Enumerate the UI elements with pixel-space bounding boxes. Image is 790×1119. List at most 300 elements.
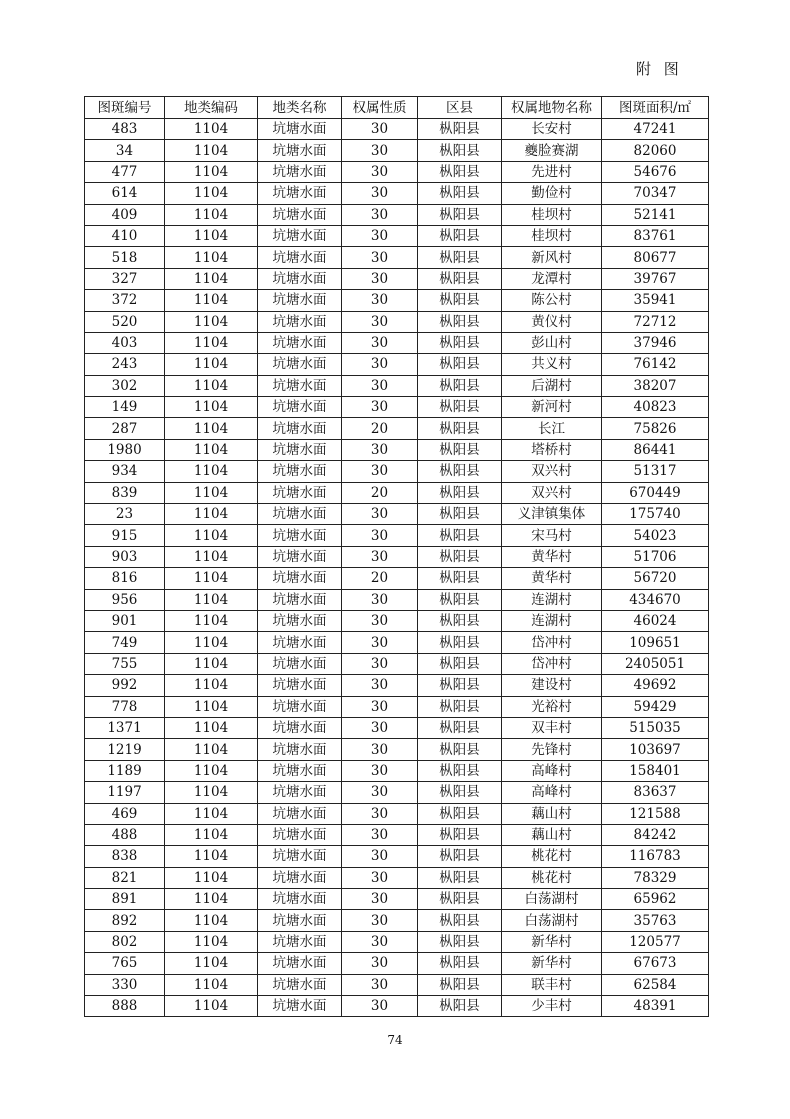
cell-land-name: 坑塘水面	[258, 332, 342, 353]
cell-county: 枞阳县	[418, 290, 502, 311]
cell-land-name: 坑塘水面	[258, 782, 342, 803]
column-header-land-name: 地类名称	[258, 97, 342, 119]
cell-ownership-type: 30	[342, 461, 418, 482]
cell-land-code: 1104	[165, 375, 258, 396]
cell-county: 枞阳县	[418, 482, 502, 503]
cell-area: 54023	[602, 525, 709, 546]
cell-area: 47241	[602, 119, 709, 140]
cell-county: 枞阳县	[418, 589, 502, 610]
table-row	[85, 119, 709, 140]
cell-owner-name: 陈公村	[502, 290, 602, 311]
cell-parcel-id: 1219	[85, 739, 165, 760]
cell-parcel-id: 410	[85, 225, 165, 246]
cell-ownership-type: 30	[342, 931, 418, 952]
parcel-table	[84, 96, 709, 1017]
cell-land-code: 1104	[165, 247, 258, 268]
cell-land-code: 1104	[165, 397, 258, 418]
cell-land-name: 坑塘水面	[258, 974, 342, 995]
cell-county: 枞阳县	[418, 610, 502, 631]
cell-land-name: 坑塘水面	[258, 803, 342, 824]
cell-county: 枞阳县	[418, 974, 502, 995]
cell-owner-name: 岱冲村	[502, 632, 602, 653]
cell-land-code: 1104	[165, 204, 258, 225]
cell-ownership-type: 30	[342, 717, 418, 738]
cell-land-code: 1104	[165, 504, 258, 525]
cell-land-code: 1104	[165, 268, 258, 289]
page-number: 74	[387, 1033, 403, 1047]
cell-county: 枞阳县	[418, 504, 502, 525]
table-row	[85, 204, 709, 225]
cell-land-code: 1104	[165, 803, 258, 824]
cell-ownership-type: 30	[342, 953, 418, 974]
cell-parcel-id: 409	[85, 204, 165, 225]
cell-county: 枞阳县	[418, 675, 502, 696]
cell-county: 枞阳县	[418, 439, 502, 460]
table-row	[85, 161, 709, 182]
table-row	[85, 632, 709, 653]
cell-parcel-id: 243	[85, 354, 165, 375]
cell-land-name: 坑塘水面	[258, 375, 342, 396]
cell-county: 枞阳县	[418, 739, 502, 760]
cell-owner-name: 光裕村	[502, 696, 602, 717]
cell-area: 72712	[602, 311, 709, 332]
cell-land-name: 坑塘水面	[258, 610, 342, 631]
cell-parcel-id: 23	[85, 504, 165, 525]
cell-county: 枞阳县	[418, 268, 502, 289]
cell-owner-name: 新华村	[502, 953, 602, 974]
cell-land-name: 坑塘水面	[258, 204, 342, 225]
table-row	[85, 824, 709, 845]
cell-county: 枞阳县	[418, 867, 502, 888]
table-row	[85, 461, 709, 482]
cell-county: 枞阳县	[418, 247, 502, 268]
cell-area: 40823	[602, 397, 709, 418]
table-row	[85, 803, 709, 824]
cell-land-code: 1104	[165, 311, 258, 332]
table-row	[85, 675, 709, 696]
cell-area: 175740	[602, 504, 709, 525]
cell-owner-name: 藕山村	[502, 803, 602, 824]
cell-county: 枞阳县	[418, 696, 502, 717]
cell-ownership-type: 30	[342, 632, 418, 653]
cell-county: 枞阳县	[418, 140, 502, 161]
cell-area: 59429	[602, 696, 709, 717]
cell-parcel-id: 520	[85, 311, 165, 332]
table-row	[85, 739, 709, 760]
cell-area: 515035	[602, 717, 709, 738]
cell-land-name: 坑塘水面	[258, 311, 342, 332]
cell-parcel-id: 838	[85, 846, 165, 867]
cell-land-name: 坑塘水面	[258, 739, 342, 760]
cell-land-name: 坑塘水面	[258, 889, 342, 910]
cell-owner-name: 岱冲村	[502, 653, 602, 674]
cell-county: 枞阳县	[418, 910, 502, 931]
cell-parcel-id: 891	[85, 889, 165, 910]
cell-land-code: 1104	[165, 653, 258, 674]
cell-parcel-id: 992	[85, 675, 165, 696]
cell-ownership-type: 30	[342, 332, 418, 353]
cell-land-name: 坑塘水面	[258, 653, 342, 674]
table-row	[85, 653, 709, 674]
cell-land-code: 1104	[165, 889, 258, 910]
cell-county: 枞阳县	[418, 204, 502, 225]
cell-land-name: 坑塘水面	[258, 568, 342, 589]
cell-owner-name: 建设村	[502, 675, 602, 696]
cell-owner-name: 桃花村	[502, 846, 602, 867]
table-row	[85, 439, 709, 460]
cell-land-code: 1104	[165, 610, 258, 631]
cell-area: 86441	[602, 439, 709, 460]
cell-owner-name: 高峰村	[502, 782, 602, 803]
cell-land-name: 坑塘水面	[258, 268, 342, 289]
table-row	[85, 397, 709, 418]
cell-land-code: 1104	[165, 354, 258, 375]
cell-land-name: 坑塘水面	[258, 247, 342, 268]
cell-area: 670449	[602, 482, 709, 503]
cell-owner-name: 夔脸赛湖	[502, 140, 602, 161]
cell-owner-name: 黄华村	[502, 568, 602, 589]
cell-land-name: 坑塘水面	[258, 290, 342, 311]
cell-parcel-id: 749	[85, 632, 165, 653]
cell-land-code: 1104	[165, 696, 258, 717]
table-row	[85, 504, 709, 525]
column-header-ownership-type: 权属性质	[342, 97, 418, 119]
cell-land-name: 坑塘水面	[258, 996, 342, 1017]
cell-ownership-type: 30	[342, 974, 418, 995]
cell-ownership-type: 30	[342, 546, 418, 567]
cell-county: 枞阳县	[418, 397, 502, 418]
cell-area: 70347	[602, 183, 709, 204]
cell-parcel-id: 839	[85, 482, 165, 503]
cell-land-code: 1104	[165, 418, 258, 439]
cell-owner-name: 高峰村	[502, 760, 602, 781]
table-row	[85, 974, 709, 995]
cell-county: 枞阳县	[418, 332, 502, 353]
table-row	[85, 290, 709, 311]
cell-land-name: 坑塘水面	[258, 140, 342, 161]
cell-county: 枞阳县	[418, 119, 502, 140]
cell-area: 76142	[602, 354, 709, 375]
cell-county: 枞阳县	[418, 525, 502, 546]
cell-county: 枞阳县	[418, 568, 502, 589]
cell-area: 62584	[602, 974, 709, 995]
cell-area: 82060	[602, 140, 709, 161]
cell-land-code: 1104	[165, 568, 258, 589]
cell-owner-name: 少丰村	[502, 996, 602, 1017]
cell-county: 枞阳县	[418, 183, 502, 204]
cell-parcel-id: 372	[85, 290, 165, 311]
cell-parcel-id: 1197	[85, 782, 165, 803]
cell-ownership-type: 30	[342, 996, 418, 1017]
cell-ownership-type: 20	[342, 568, 418, 589]
cell-county: 枞阳县	[418, 996, 502, 1017]
cell-ownership-type: 20	[342, 418, 418, 439]
cell-area: 120577	[602, 931, 709, 952]
cell-land-name: 坑塘水面	[258, 161, 342, 182]
cell-ownership-type: 30	[342, 696, 418, 717]
cell-ownership-type: 30	[342, 675, 418, 696]
cell-parcel-id: 1980	[85, 439, 165, 460]
cell-ownership-type: 30	[342, 889, 418, 910]
cell-owner-name: 桃花村	[502, 867, 602, 888]
cell-land-code: 1104	[165, 161, 258, 182]
cell-area: 39767	[602, 268, 709, 289]
cell-area: 2405051	[602, 653, 709, 674]
cell-land-code: 1104	[165, 225, 258, 246]
cell-parcel-id: 915	[85, 525, 165, 546]
cell-ownership-type: 30	[342, 204, 418, 225]
cell-owner-name: 后湖村	[502, 375, 602, 396]
cell-land-code: 1104	[165, 739, 258, 760]
cell-parcel-id: 327	[85, 268, 165, 289]
table-row	[85, 782, 709, 803]
cell-ownership-type: 30	[342, 782, 418, 803]
cell-owner-name: 共义村	[502, 354, 602, 375]
cell-land-name: 坑塘水面	[258, 675, 342, 696]
cell-area: 46024	[602, 610, 709, 631]
cell-ownership-type: 30	[342, 760, 418, 781]
cell-land-name: 坑塘水面	[258, 482, 342, 503]
cell-land-code: 1104	[165, 332, 258, 353]
cell-land-name: 坑塘水面	[258, 931, 342, 952]
cell-county: 枞阳县	[418, 653, 502, 674]
cell-land-code: 1104	[165, 119, 258, 140]
column-header-area: 图斑面积/㎡	[602, 97, 709, 119]
cell-ownership-type: 30	[342, 739, 418, 760]
table-row	[85, 867, 709, 888]
cell-area: 80677	[602, 247, 709, 268]
cell-land-name: 坑塘水面	[258, 910, 342, 931]
cell-county: 枞阳县	[418, 717, 502, 738]
cell-area: 51317	[602, 461, 709, 482]
cell-county: 枞阳县	[418, 161, 502, 182]
cell-ownership-type: 30	[342, 397, 418, 418]
cell-county: 枞阳县	[418, 354, 502, 375]
cell-county: 枞阳县	[418, 461, 502, 482]
cell-land-code: 1104	[165, 824, 258, 845]
cell-parcel-id: 903	[85, 546, 165, 567]
cell-county: 枞阳县	[418, 225, 502, 246]
cell-owner-name: 新华村	[502, 931, 602, 952]
cell-county: 枞阳县	[418, 782, 502, 803]
table-row	[85, 996, 709, 1017]
cell-parcel-id: 469	[85, 803, 165, 824]
cell-land-code: 1104	[165, 760, 258, 781]
cell-land-name: 坑塘水面	[258, 589, 342, 610]
cell-owner-name: 白荡湖村	[502, 889, 602, 910]
cell-land-code: 1104	[165, 482, 258, 503]
cell-area: 67673	[602, 953, 709, 974]
cell-land-name: 坑塘水面	[258, 418, 342, 439]
cell-owner-name: 勤俭村	[502, 183, 602, 204]
table-row	[85, 183, 709, 204]
cell-land-name: 坑塘水面	[258, 846, 342, 867]
table-row	[85, 589, 709, 610]
cell-land-code: 1104	[165, 439, 258, 460]
cell-land-name: 坑塘水面	[258, 397, 342, 418]
cell-owner-name: 黄仪村	[502, 311, 602, 332]
cell-ownership-type: 30	[342, 824, 418, 845]
cell-ownership-type: 30	[342, 247, 418, 268]
cell-area: 158401	[602, 760, 709, 781]
column-header-owner-name: 权属地物名称	[502, 97, 602, 119]
cell-parcel-id: 821	[85, 867, 165, 888]
table-row	[85, 910, 709, 931]
cell-parcel-id: 755	[85, 653, 165, 674]
cell-parcel-id: 778	[85, 696, 165, 717]
table-row	[85, 696, 709, 717]
table-row	[85, 332, 709, 353]
cell-owner-name: 联丰村	[502, 974, 602, 995]
cell-land-code: 1104	[165, 910, 258, 931]
cell-land-name: 坑塘水面	[258, 824, 342, 845]
cell-area: 109651	[602, 632, 709, 653]
cell-owner-name: 长安村	[502, 119, 602, 140]
cell-land-name: 坑塘水面	[258, 354, 342, 375]
cell-owner-name: 藕山村	[502, 824, 602, 845]
cell-parcel-id: 403	[85, 332, 165, 353]
cell-owner-name: 桂坝村	[502, 204, 602, 225]
cell-owner-name: 彭山村	[502, 332, 602, 353]
table-body	[85, 119, 709, 1017]
cell-parcel-id: 483	[85, 119, 165, 140]
cell-area: 48391	[602, 996, 709, 1017]
table-row	[85, 717, 709, 738]
cell-land-name: 坑塘水面	[258, 119, 342, 140]
cell-owner-name: 塔桥村	[502, 439, 602, 460]
cell-parcel-id: 816	[85, 568, 165, 589]
column-header-land-code: 地类编码	[165, 97, 258, 119]
cell-land-name: 坑塘水面	[258, 632, 342, 653]
cell-land-name: 坑塘水面	[258, 760, 342, 781]
cell-land-code: 1104	[165, 974, 258, 995]
cell-land-code: 1104	[165, 183, 258, 204]
cell-ownership-type: 30	[342, 140, 418, 161]
table-row	[85, 610, 709, 631]
table-row	[85, 225, 709, 246]
table-row	[85, 931, 709, 952]
cell-owner-name: 双兴村	[502, 461, 602, 482]
cell-land-code: 1104	[165, 461, 258, 482]
cell-land-code: 1104	[165, 525, 258, 546]
cell-county: 枞阳县	[418, 846, 502, 867]
table-row	[85, 889, 709, 910]
cell-ownership-type: 30	[342, 846, 418, 867]
cell-land-code: 1104	[165, 675, 258, 696]
cell-land-code: 1104	[165, 867, 258, 888]
cell-parcel-id: 614	[85, 183, 165, 204]
cell-owner-name: 义津镇集体	[502, 504, 602, 525]
cell-land-code: 1104	[165, 996, 258, 1017]
table-row	[85, 760, 709, 781]
cell-land-name: 坑塘水面	[258, 867, 342, 888]
cell-ownership-type: 30	[342, 119, 418, 140]
cell-parcel-id: 1371	[85, 717, 165, 738]
cell-land-name: 坑塘水面	[258, 525, 342, 546]
cell-county: 枞阳县	[418, 889, 502, 910]
table-row	[85, 418, 709, 439]
cell-parcel-id: 892	[85, 910, 165, 931]
table-row	[85, 375, 709, 396]
cell-owner-name: 桂坝村	[502, 225, 602, 246]
cell-owner-name: 宋马村	[502, 525, 602, 546]
cell-area: 83637	[602, 782, 709, 803]
cell-county: 枞阳县	[418, 632, 502, 653]
table-row	[85, 482, 709, 503]
cell-county: 枞阳县	[418, 546, 502, 567]
cell-land-code: 1104	[165, 589, 258, 610]
cell-land-code: 1104	[165, 717, 258, 738]
cell-area: 103697	[602, 739, 709, 760]
cell-land-name: 坑塘水面	[258, 183, 342, 204]
cell-parcel-id: 34	[85, 140, 165, 161]
cell-parcel-id: 901	[85, 610, 165, 631]
cell-land-code: 1104	[165, 140, 258, 161]
cell-land-name: 坑塘水面	[258, 439, 342, 460]
cell-owner-name: 新河村	[502, 397, 602, 418]
cell-ownership-type: 30	[342, 375, 418, 396]
cell-area: 35941	[602, 290, 709, 311]
cell-ownership-type: 30	[342, 268, 418, 289]
cell-land-code: 1104	[165, 953, 258, 974]
cell-owner-name: 双兴村	[502, 482, 602, 503]
cell-area: 37946	[602, 332, 709, 353]
cell-area: 121588	[602, 803, 709, 824]
cell-area: 65962	[602, 889, 709, 910]
cell-ownership-type: 30	[342, 161, 418, 182]
cell-ownership-type: 30	[342, 290, 418, 311]
cell-land-code: 1104	[165, 846, 258, 867]
table-row	[85, 247, 709, 268]
table-row	[85, 546, 709, 567]
cell-ownership-type: 30	[342, 803, 418, 824]
cell-land-code: 1104	[165, 782, 258, 803]
cell-parcel-id: 802	[85, 931, 165, 952]
cell-owner-name: 黄华村	[502, 546, 602, 567]
cell-area: 38207	[602, 375, 709, 396]
cell-parcel-id: 488	[85, 824, 165, 845]
table-header-row	[85, 97, 709, 119]
cell-owner-name: 先进村	[502, 161, 602, 182]
column-header-county: 区县	[418, 97, 502, 119]
cell-parcel-id: 518	[85, 247, 165, 268]
table-row	[85, 568, 709, 589]
cell-ownership-type: 30	[342, 225, 418, 246]
cell-county: 枞阳县	[418, 418, 502, 439]
cell-land-code: 1104	[165, 546, 258, 567]
cell-ownership-type: 30	[342, 354, 418, 375]
cell-area: 116783	[602, 846, 709, 867]
cell-area: 434670	[602, 589, 709, 610]
cell-ownership-type: 30	[342, 653, 418, 674]
cell-ownership-type: 30	[342, 439, 418, 460]
cell-area: 84242	[602, 824, 709, 845]
cell-owner-name: 连湖村	[502, 589, 602, 610]
cell-land-name: 坑塘水面	[258, 504, 342, 525]
cell-area: 35763	[602, 910, 709, 931]
cell-county: 枞阳县	[418, 375, 502, 396]
cell-owner-name: 新风村	[502, 247, 602, 268]
cell-parcel-id: 149	[85, 397, 165, 418]
cell-ownership-type: 30	[342, 311, 418, 332]
cell-ownership-type: 30	[342, 589, 418, 610]
table-row	[85, 268, 709, 289]
table-row	[85, 846, 709, 867]
cell-parcel-id: 302	[85, 375, 165, 396]
cell-land-code: 1104	[165, 290, 258, 311]
cell-ownership-type: 30	[342, 183, 418, 204]
cell-land-name: 坑塘水面	[258, 546, 342, 567]
